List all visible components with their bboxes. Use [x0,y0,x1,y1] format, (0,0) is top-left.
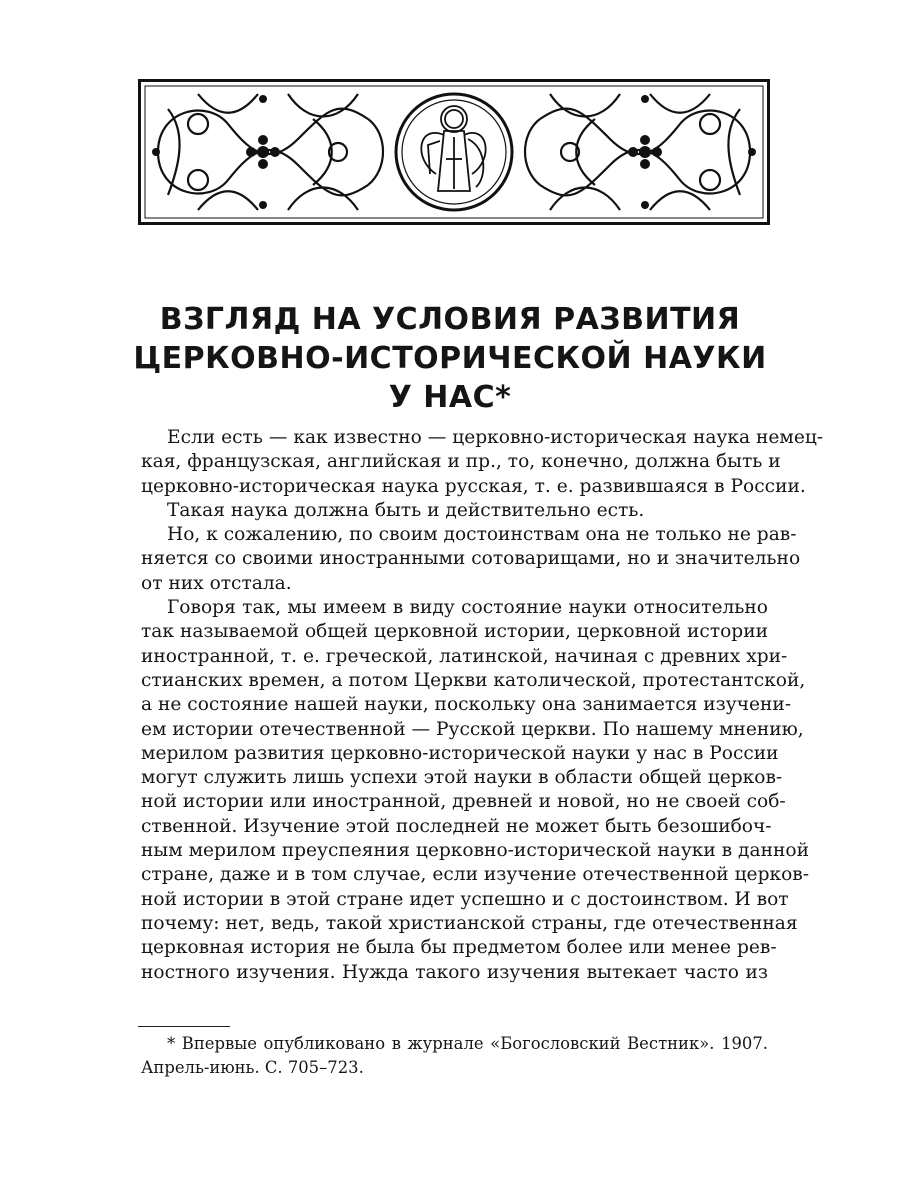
text-line: Такая наука должна быть и действительно есть. [167,499,645,521]
text-line: так называемой общей церковной истории, церковной истории [141,621,768,643]
chapter-title [120,300,780,417]
text-line: стианских времен, а потом Церкви католической, протестантской, [141,669,806,691]
footnote-line: * Впервые опубликовано в журнале «Богословский Вестник». 1907. [167,1034,768,1053]
text-line: Говоря так, мы имеем в виду состояние науки относительно [167,597,768,619]
text-line: ной истории или иностранной, древней и новой, но не своей соб- [141,791,786,813]
text-line: от них отстала. [141,572,292,594]
footnote [141,1032,768,1080]
text-line: церковно-историческая наука русская, т. е. развившаяся в России. [141,475,806,497]
text-line: ным мерилом преуспеяния церковно-исторической науки в данной [141,840,809,862]
body-text [141,426,824,985]
text-line: кая, французская, английская и пр., то, конечно, должна быть и [141,451,781,473]
text-line: няется со своими иностранными сотоварищами, но и значительно [141,548,801,570]
text-line: Если есть — как известно — церковно-историческая наука немец- [167,427,824,448]
ornamental-header [138,79,770,225]
text-line: ем истории отечественной — Русской церкви. По нашему мнению, [141,718,804,740]
text-line: ной истории в этой стране идет успешно и с достоинством. И вот [141,888,789,910]
text-line: Но, к сожалению, по своим достоинствам она не только не рав- [167,524,797,546]
footnote-line: Апрель-июнь. С. 705–723. [141,1058,364,1077]
text-line: стране, даже и в том случае, если изучение отечественной церков- [141,864,810,886]
title-line: ВЗГЛЯД НА УСЛОВИЯ РАЗВИТИЯ [159,302,741,337]
text-line: ственной. Изучение этой последней не может быть безошибоч- [141,815,772,837]
text-line: почему: нет, ведь, такой христианской страны, где отечественная [141,912,798,934]
footnote-divider [138,1026,230,1027]
text-line: церковная история не была бы предметом более или менее рев- [141,937,777,959]
text-line: мерилом развития церковно-исторической науки у нас в России [141,742,779,764]
title-line: ЦЕРКОВНО-ИСТОРИЧЕСКОЙ НАУКИ [133,341,767,376]
ornament-icon [138,79,770,225]
text-line: а не состояние нашей науки, поскольку она занимается изучени- [141,694,792,716]
title-line: У НАС* [388,380,512,415]
text-line: могут служить лишь успехи этой науки в области общей церков- [141,767,783,789]
text-line: иностранной, т. е. греческой, латинской, начиная с древних хри- [141,645,788,667]
text-line: ностного изучения. Нужда такого изучения вытекает часто из [141,961,768,983]
